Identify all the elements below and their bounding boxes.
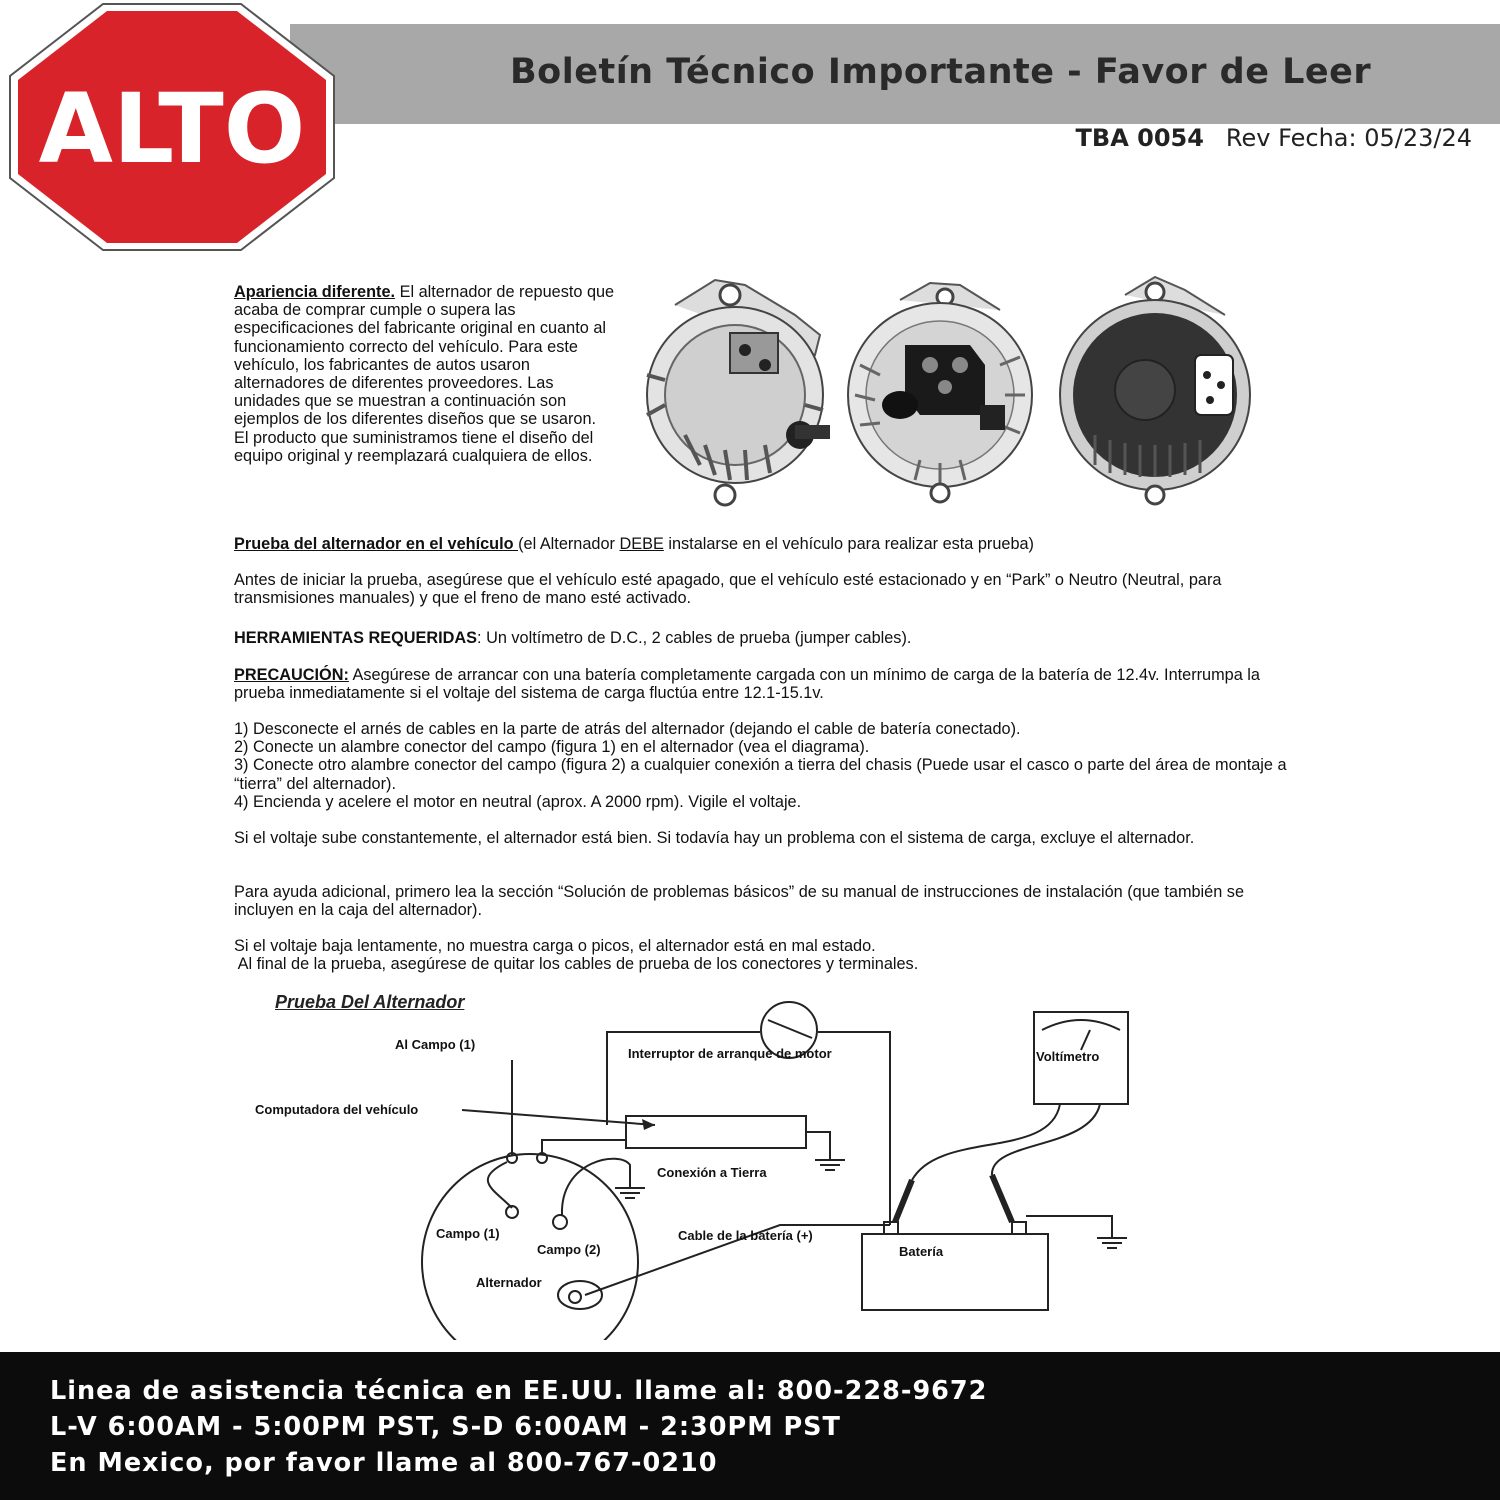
step-item: 3) Conecte otro alambre conector del campo (figura 2) a cualquier conexión a tierra del chasis (Puede usar el casco o parte del área de montaje a “tierra” del alternador).	[234, 756, 1287, 793]
stop-label: ALTO	[38, 73, 306, 185]
label-conexion-tierra: Conexión a Tierra	[657, 1165, 767, 1180]
label-interruptor: Interruptor de arranque de motor	[628, 1046, 832, 1061]
tools-text: : Un voltímetro de D.C., 2 cables de prueba (jumper cables).	[477, 629, 912, 647]
intro-paragraph	[234, 283, 619, 465]
intro-text: El alternador de repuesto que acaba de comprar cumple o supera las especificaciones del fabricante original en cuanto al funcionamiento correcto del vehículo. Para este vehículo, los fabricantes de autos usaron alternadores de diferentes proveedores. Las unidades que se muestran a continuación son ejemplos de los diferentes diseños que se usaron.	[234, 283, 615, 429]
caution-text: Asegúrese de arrancar con una batería completamente cargada con un mínimo de carga de la batería de 12.4v. Interrumpa la prueba inmediatamente si el voltaje del sistema de carga fluctúa entre 12.1-15.1v.	[234, 666, 1260, 703]
label-campo1: Campo (1)	[436, 1226, 500, 1241]
test-note-post: instalarse en el vehículo para realizar esta prueba)	[663, 535, 1034, 553]
intro-heading: Apariencia diferente.	[234, 283, 396, 301]
caution-label: PRECAUCIÓN:	[234, 666, 349, 684]
alternator-photo-2	[848, 283, 1032, 502]
help-paragraph: Para ayuda adicional, primero lea la sección “Solución de problemas básicos” de su manual de instrucciones de instalación (que también se incluyen en la caja del alternador).	[234, 883, 1245, 920]
step-item: 1) Desconecte el arnés de cables en la parte de atrás del alternador (dejando el cable de batería conectado).	[234, 720, 1021, 738]
alternator-photo-1	[647, 280, 830, 505]
stop-sign-icon	[8, 2, 336, 252]
result-bad-text: Si el voltaje baja lentamente, no muestra carga o picos, el alternador está en mal estado.	[234, 937, 876, 955]
label-al-campo: Al Campo (1)	[395, 1037, 476, 1052]
footer	[0, 1352, 1500, 1500]
label-cable-bateria: Cable de la batería (+)	[678, 1228, 813, 1243]
alternator-photo-3	[1060, 277, 1250, 504]
footer-line-3: En Mexico, por favor llame al 800-767-0210	[50, 1448, 718, 1478]
tools-label: HERRAMIENTAS REQUERIDAS	[234, 629, 478, 647]
label-computadora: Computadora del vehículo	[255, 1102, 419, 1117]
label-campo2: Campo (2)	[537, 1242, 601, 1257]
label-alternador: Alternador	[476, 1275, 542, 1290]
intro-text-2: El producto que suministramos tiene el diseño del equipo original y reemplazará cualquiera de ellos.	[234, 428, 594, 465]
test-note-em: DEBE	[619, 535, 664, 553]
alternator-photos	[640, 275, 1270, 515]
label-voltimetro: Voltímetro	[1036, 1049, 1100, 1064]
before-paragraph: Antes de iniciar la prueba, asegúrese que el vehículo esté apagado, que el vehículo esté estacionado y en “Park” o Neutro (Neutral, para transmisiones manuales) y que el freno de mano esté activado.	[234, 571, 1222, 608]
step-item: 4) Encienda y acelere el motor en neutral (aprox. A 2000 rpm). Vigile el voltaje.	[234, 792, 802, 811]
page-title: Boletín Técnico Importante - Favor de Leer	[510, 52, 1372, 92]
doc-number: TBA 0054	[1075, 124, 1204, 152]
test-heading-line	[234, 535, 1289, 553]
tools-paragraph	[234, 629, 1289, 647]
steps-list	[234, 720, 1289, 811]
step-item: 2) Conecte un alambre conector del campo (figura 1) en el alternador (vea el diagrama).	[234, 738, 870, 757]
test-note-pre: (el Alternador	[518, 535, 620, 553]
alternator-test-diagram	[220, 1000, 1220, 1340]
footer-line-1: Linea de asistencia técnica en EE.UU. llame al: 800-228-9672	[50, 1376, 988, 1406]
label-bateria: Batería	[899, 1244, 944, 1259]
end-note: Al final de la prueba, asegúrese de quitar los cables de prueba de los conectores y terminales.	[234, 955, 919, 974]
result-good-paragraph: Si el voltaje sube constantemente, el alternador está bien. Si todavía hay un problema con el sistema de carga, excluye el alternador.	[234, 829, 1195, 847]
caution-paragraph	[234, 666, 1289, 702]
diagram-title: Prueba Del Alternador	[275, 992, 465, 1012]
test-heading: Prueba del alternador en el vehículo	[234, 535, 519, 553]
result-bad-paragraph	[234, 937, 1289, 973]
footer-line-2: L-V 6:00AM - 5:00PM PST, S-D 6:00AM - 2:30PM PST	[50, 1412, 841, 1442]
rev-date: Rev Fecha: 05/23/24	[1225, 124, 1472, 152]
doc-id	[1076, 124, 1472, 152]
